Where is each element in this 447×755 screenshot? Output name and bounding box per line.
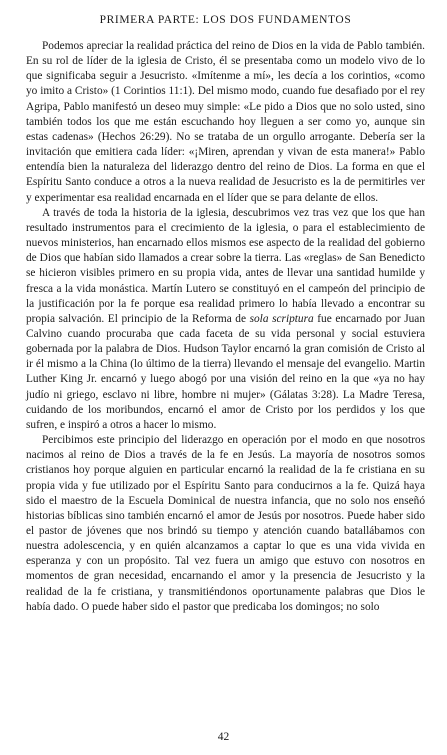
paragraph bbox=[26, 433, 425, 615]
paragraph bbox=[26, 206, 425, 433]
running-head: PRIMERA PARTE: LOS DOS FUNDAMENTOS bbox=[99, 14, 352, 26]
italic-term: sola scriptura bbox=[249, 312, 314, 325]
paragraph-text: Podemos apreciar la realidad práctica del reino de Dios en la vida de Pablo también. En su rol de líder de la iglesia de Cristo, él se presentaba como un modelo vivo de lo que significaba seguir a Jesucristo. «Imítenme a mí», les decía a los corintios, «como yo imito a Cristo» (1 Corintios 11:1). Del mismo modo, cuando fue desafiado por el rey Agripa, Pablo manifestó un deseo muy simple: «Le pido a Dios que no solo usted, sino también todos los que me están escuchando hoy lleguen a ser como yo, aunque sin estas cadenas» (Hechos 26:29). No se trataba de un orgullo arrogante. Debería ser la invitación que emitiera cada líder: «¡Miren, aprendan y vivan de esta manera!» Pablo entendía bien la naturaleza del liderazgo dentro del reino de Dios. La forma en que el Espíritu Santo conduce a otros a la nueva realidad de Jesucristo es la de permitirles ver y experimentar esa realidad encarnada en el líder que se para delante de ellos. bbox=[26, 40, 425, 204]
paragraph-text: Percibimos este principio del liderazgo en operación por el modo en que nosotros nacimos al reino de Dios a través de la fe en Jesús. La mayoría de nosotros somos cristianos hoy porque alguien en particular encarnó la realidad de la fe cristiana en su propia vida y fue utilizado por el Espíritu Santo para conducirnos a la fe. Quizá haya sido el maestro de la Escuela Dominical de nuestra infancia, que no solo nos enseñó historias bíblicas sino también encarnó el amor de Jesús por nosotros. Puede haber sido el pastor de jóvenes que nos brindó su tiempo y atención cuando batallábamos con nuestra adolescencia, y en quién alcanzamos a captar lo que es una vida vivida en esperanza y con un propósito. Tal vez fuera un amigo que estuvo con nosotros en momentos de gran necesidad, encarnando el amor y la presencia de Jesucristo y la realidad de la fe cristiana, y transmitiéndonos oportunamente palabras que Dios le había dado. O puede haber sido el pastor que predicaba los domingos; no solo bbox=[26, 434, 425, 613]
paragraph bbox=[26, 39, 425, 206]
page-number: 42 bbox=[217, 731, 230, 743]
body-text bbox=[26, 39, 425, 615]
paragraph-text: fue encarnado por Juan Calvino cuando procuraba que cada faceta de su vida personal y social estuviera gobernada por la palabra de Dios. Hudson Taylor encarnó la gran comisión de Cristo al ir él mismo a la China (lo último de la tierra) llevando el mensaje del evangelio. Martin Luther King Jr. encarnó y luego abogó por una visión del reino en la que «ya no hay judío ni griego, esclavo ni libre, hombre ni mujer» (Gálatas 3:28). La Madre Teresa, cuidando de los moribundos, encarnó el amor de Cristo por los perdidos y los que sufren, e inspiró a otros a hacer lo mismo. bbox=[26, 312, 425, 431]
paragraph-text: A través de toda la historia de la iglesia, descubrimos vez tras vez que los que han resultado instrumentos para el crecimiento de la iglesia, o para el establecimiento de nuevos ministerios, han encarnado ellos mismos ese aspecto de la realidad del gobierno de Dios que habían sido llamados a crear sobre la tierra. Las «reglas» de San Benedicto se hicieron visibles primero en su propia vida, antes de llevar una santidad humilde y fresca a la vida monástica. Martín Lutero se constituyó en el campeón del principio de la justificación por la fe porque esa realidad primero lo había llevado a encontrar su propia salvación. El principio de la Reforma de bbox=[26, 206, 425, 325]
